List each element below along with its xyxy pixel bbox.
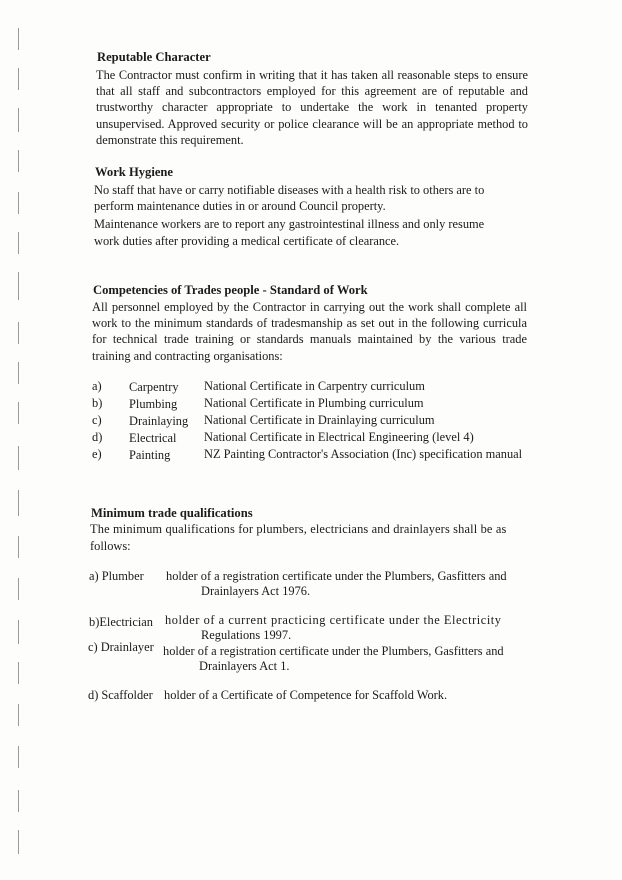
qualification-text: Regulations 1997. [201,628,292,642]
qualification-text: holder of a current practicing certificate under the Electricity [165,613,502,627]
competency-trade: Plumbing [129,397,178,411]
competency-standard: National Certificate in Plumbing curriculum [204,396,424,410]
qualification-label: b)Electrician [89,615,153,629]
competency-standard: National Certificate in Carpentry curriculum [204,379,425,393]
competency-trade: Painting [129,448,171,462]
competency-letter: e) [92,447,102,461]
qualification-text: Drainlayers Act 1. [199,659,290,673]
qualification-text: holder of a registration certificate under the Plumbers, Gasfitters and [166,569,507,583]
section-heading-minimum-qualifications: Minimum trade qualifications [91,506,253,520]
reputable-character-paragraph: The Contractor must confirm in writing that it has taken all reasonable steps to ensure that all staff and subcontractors employed for this agreement are of reputable and trustworthy character appropriate to undertake the work in tenanted property unsupervised. Approved security or police clearance will be an appropriate method to demonstrate this requirement. [96,68,528,147]
work-hygiene-line: No staff that have or carry notifiable diseases with a health risk to others are to [94,183,485,197]
binder-hole-marks [0,0,40,880]
competency-letter: b) [92,396,103,410]
section-heading-work-hygiene: Work Hygiene [95,165,174,179]
qualification-text: Drainlayers Act 1976. [201,584,311,598]
competency-trade: Drainlaying [129,414,189,428]
competency-standard: National Certificate in Drainlaying curriculum [204,413,435,427]
qualification-label: d) Scaffolder [88,688,153,702]
competency-letter: a) [92,379,102,393]
competency-standard: NZ Painting Contractor's Association (Inc) specification manual [204,447,523,461]
competency-trade: Carpentry [129,380,179,394]
qualification-label: a) Plumber [89,569,144,583]
qualification-text: holder of a Certificate of Competence for Scaffold Work. [164,688,448,702]
competency-standard: National Certificate in Electrical Engineering (level 4) [204,430,474,444]
work-hygiene-line: Maintenance workers are to report any gastrointestinal illness and only resume [94,217,485,231]
competencies-paragraph: All personnel employed by the Contractor in carrying out the work shall complete all work to the minimum standards of tradesmanship as set out in the following curricula for technical trade training or standards manuals maintained by the various trade training and contracting organisations: [92,300,527,363]
work-hygiene-line: work duties after providing a medical certificate of clearance. [94,234,400,248]
competency-letter: d) [92,430,103,444]
minimum-intro-line: follows: [90,539,131,553]
qualification-text: holder of a registration certificate under the Plumbers, Gasfitters and [163,644,504,658]
section-heading-reputable-character: Reputable Character [97,50,211,64]
competency-trade: Electrical [129,431,177,445]
work-hygiene-line: perform maintenance duties in or around Council property. [94,199,386,213]
qualification-label: c) Drainlayer [88,640,154,654]
section-heading-competencies: Competencies of Trades people - Standard of Work [93,283,368,297]
competency-letter: c) [92,413,102,427]
minimum-intro-line: The minimum qualifications for plumbers, electricians and drainlayers shall be as [90,522,507,536]
